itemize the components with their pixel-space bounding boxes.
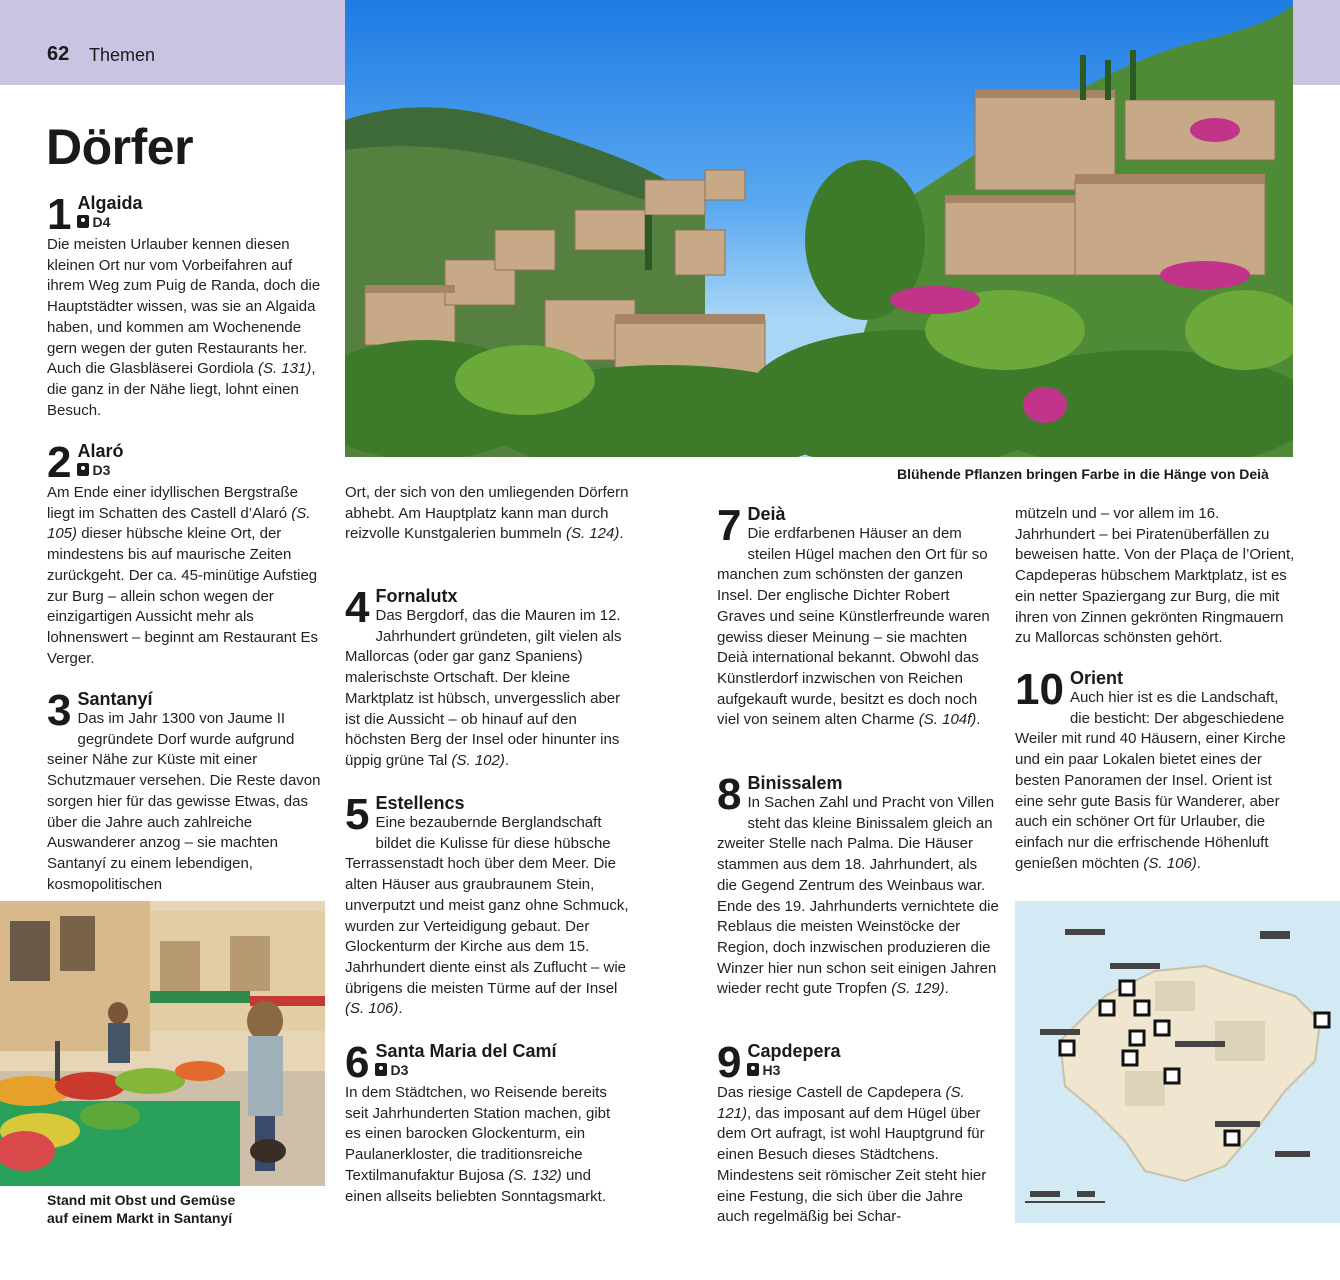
deia-photo bbox=[345, 0, 1293, 457]
page-title: Dörfer bbox=[46, 119, 194, 175]
island-map-illustration bbox=[1015, 901, 1340, 1223]
entry-8 bbox=[717, 770, 999, 1000]
deia-landscape-illustration bbox=[345, 0, 1293, 457]
entry-body: Das im Jahr 1300 von Jaume II gegründete Dorf wurde aufgrund seiner Nähe zur Küste mit einer Schutzmauer versehen. Die Reste davon sorgen hier für das gewisse Etwas, das über die Jahre auch zahlreiche Auswanderer anzog – sie machten Santanyí zu einem lebendigen, kosmopolitischen bbox=[47, 710, 321, 893]
entry-number: 9 bbox=[717, 1038, 742, 1087]
entry-name: Estellencs bbox=[375, 793, 465, 813]
entry-1 bbox=[47, 190, 327, 421]
entry-body: Das riesige Castell de Capdepera (S. 121), das imposant auf dem Hügel über dem Ort aufragt, ist wohl Hauptgrund für einen Besuch dieses Städtchens. Mindestens seit römischer Zeit steht hier eine Festung, die sich über die Jahre auch regelmäßig bei Schar- bbox=[717, 1084, 987, 1226]
map-reference: D4 bbox=[47, 213, 327, 231]
page-reference: (S. 106) bbox=[345, 1000, 399, 1018]
map-pin-icon bbox=[375, 1063, 387, 1076]
santanyi-market-photo bbox=[0, 901, 325, 1186]
entry-name: Santa Maria del Camí bbox=[375, 1041, 557, 1061]
page-reference: (S. 102) bbox=[451, 751, 505, 769]
entry-9 bbox=[717, 1038, 999, 1228]
entry-9-continued: mützeln und – vor allem im 16. Jahrhundert – bei Piratenüberfällen zu beweisen hatte. Von der Plaça de l’Orient, Capdeperas hübschem Marktplatz, ist es ein netter Spaziergang zur Burg, die mit ihren von Zinnen gekrönten Ringmauern zu Mallorcas schönsten gehört. bbox=[1015, 505, 1295, 647]
entry-name: Santanyí bbox=[77, 689, 153, 709]
entry-body: Auch hier ist es die Landschaft, die besticht: Der abgeschiedene Weiler mit rund 40 Häusern, einer Kirche und ein paar Lokalen bietet eines der besten Panoramen der Insel. Orient ist eine sehr gute Basis für Wanderer, aber auch ein schöner Ort für Urlauber, die einfach nur die erfrischende Höhenluft genießen möchten (S. 106). bbox=[1015, 689, 1286, 872]
entry-number: 7 bbox=[717, 501, 742, 550]
entry-name: Orient bbox=[1069, 668, 1123, 688]
entry-10 bbox=[1015, 665, 1297, 874]
entry-number: 2 bbox=[47, 438, 72, 487]
map-pin-icon bbox=[77, 215, 89, 228]
page-reference: (S. 132) bbox=[508, 1166, 562, 1184]
entry-number: 6 bbox=[345, 1038, 370, 1087]
entry-number: 8 bbox=[717, 770, 742, 819]
market-photo-caption-line1: Stand mit Obst und Gemüse bbox=[47, 1192, 236, 1208]
mallorca-map bbox=[1015, 901, 1340, 1223]
page-number: 62 bbox=[47, 43, 70, 65]
entry-body: Das Bergdorf, das die Mauren im 12. Jahrhundert gründeten, gilt vielen als Mallorcas (oder gar ganz Spaniens) malerischste Ortschaft. Der kleine Marktplatz ist hübsch, unvergesslich aber ist die Aussicht – ob hinauf auf den höchsten Berg der Insel oder hinunter ins üppig grüne Tal (S. 102). bbox=[345, 607, 622, 769]
entry-number: 10 bbox=[1015, 665, 1064, 714]
entry-3 bbox=[47, 686, 327, 895]
entry-body: In Sachen Zahl und Pracht von Villen steht das kleine Binissalem gleich an zweiter Stelle nach Palma. Die Häuser stammen aus dem 18. Jahrhundert, als die Gegend Zentrum des Weinbaus war. Ende des 19. Jahrhunderts vernichtete die Reblaus die meisten Weinstöcke der Region, doch inzwischen produzieren die Winzer hier nun schon seit einigen Jahren wieder recht gute Tropfen (S. 129). bbox=[717, 794, 999, 998]
entry-body: Eine bezaubernde Berglandschaft bildet die Kulisse für diese hübsche Terrassenstadt hoch über dem Meer. Die alten Häuser aus graubraunem Stein, unverputzt und meist ganz ohne Schmuck, wurden zur Verteidigung gebaut. Der Glockenturm der Kirche aus dem 15. Jahrhundert diente einst als Zuflucht – wie übrigens die meisten Türme auf der Insel (S. 106). bbox=[345, 814, 629, 1018]
map-reference: D3 bbox=[345, 1061, 630, 1079]
entry-7 bbox=[717, 501, 999, 731]
entry-number: 5 bbox=[345, 790, 370, 839]
entry-name: Deià bbox=[747, 504, 786, 524]
main-photo-caption: Blühende Pflanzen bringen Farbe in die Hänge von Deià bbox=[897, 466, 1269, 482]
section-label: Themen bbox=[89, 45, 156, 65]
entry-body: Die meisten Urlauber kennen diesen kleinen Ort nur vom Vorbeifahren auf ihrem Weg zum Puig de Randa, doch die Hauptstädter wissen, was sie an Algaida haben, und kommen am Wochenende gern wegen der guten Restaurants her. Auch die Glasbläserei Gordiola (S. 131), die ganz in der Nähe liegt, lohnt einen Besuch. bbox=[47, 236, 321, 419]
entry-body: Die erdfarbenen Häuser an dem steilen Hügel machen den Ort für so manchen zum schönsten der ganzen Insel. Der englische Dichter Robert Graves und seine Künstlerfreunde waren gewiss dieser Meinung – sie machten Deià international bekannt. Obwohl das Künstlerdorf inzwischen von Reichen aufgekauft wurde, besitzt es doch noch viel von seinem alten Charme (S. 104f). bbox=[717, 525, 990, 729]
entry-2 bbox=[47, 438, 327, 669]
entry-name: Fornalutx bbox=[375, 586, 458, 606]
market-illustration bbox=[0, 901, 325, 1186]
entry-5 bbox=[345, 790, 630, 1020]
page-reference: (S. 121) bbox=[717, 1084, 965, 1122]
page-reference: (S. 131) bbox=[257, 360, 312, 378]
entry-body: In dem Städtchen, wo Reisende bereits seit Jahrhunderten Station machen, gibt es einen barocken Glockenturm, ein Paulanerkloster, die traditionsreiche Textilmanufaktur Bujosa (S. 132) und einen allseits beliebten Sonntagsmarkt. bbox=[345, 1084, 611, 1205]
entry-3-continued: Ort, der sich von den umliegenden Dörfern abhebt. Am Hauptplatz kann man durch reizvolle Kunstgalerien bummeln (S. 124). bbox=[345, 484, 629, 543]
entry-name: Algaida bbox=[77, 193, 143, 213]
header-band-right bbox=[1293, 0, 1340, 85]
map-reference: D3 bbox=[47, 461, 327, 479]
page-reference: (S. 124) bbox=[565, 525, 620, 543]
entry-number: 3 bbox=[47, 686, 72, 735]
map-pin-icon bbox=[747, 1063, 759, 1076]
page-reference: (S. 104f) bbox=[918, 711, 977, 729]
entry-name: Binissalem bbox=[747, 773, 843, 793]
page-reference: (S. 106) bbox=[1143, 854, 1197, 872]
page-reference: (S. 105) bbox=[47, 504, 311, 543]
entry-6 bbox=[345, 1038, 630, 1207]
page-reference: (S. 129) bbox=[891, 980, 945, 998]
entry-name: Capdepera bbox=[747, 1041, 841, 1061]
entry-number: 1 bbox=[47, 190, 72, 239]
entry-name: Alaró bbox=[77, 441, 124, 461]
entry-4 bbox=[345, 583, 630, 772]
map-pin-icon bbox=[77, 463, 89, 476]
entry-number: 4 bbox=[345, 583, 370, 632]
entry-body: Am Ende einer idyllischen Bergstraße liegt im Schatten des Castell d’Alaró (S. 105) dieser hübsche kleine Ort, der mindestens bis auf maurische Zeiten zurückgeht. Der ca. 45-minütige Aufstieg zur Burg – allein schon wegen der einzigartigen Aussicht mehr als lohnenswert – beginnt am Restaurant Es Verger. bbox=[47, 484, 318, 667]
market-photo-caption-line2: auf einem Markt in Santanyí bbox=[47, 1210, 233, 1226]
map-reference: H3 bbox=[717, 1061, 999, 1079]
